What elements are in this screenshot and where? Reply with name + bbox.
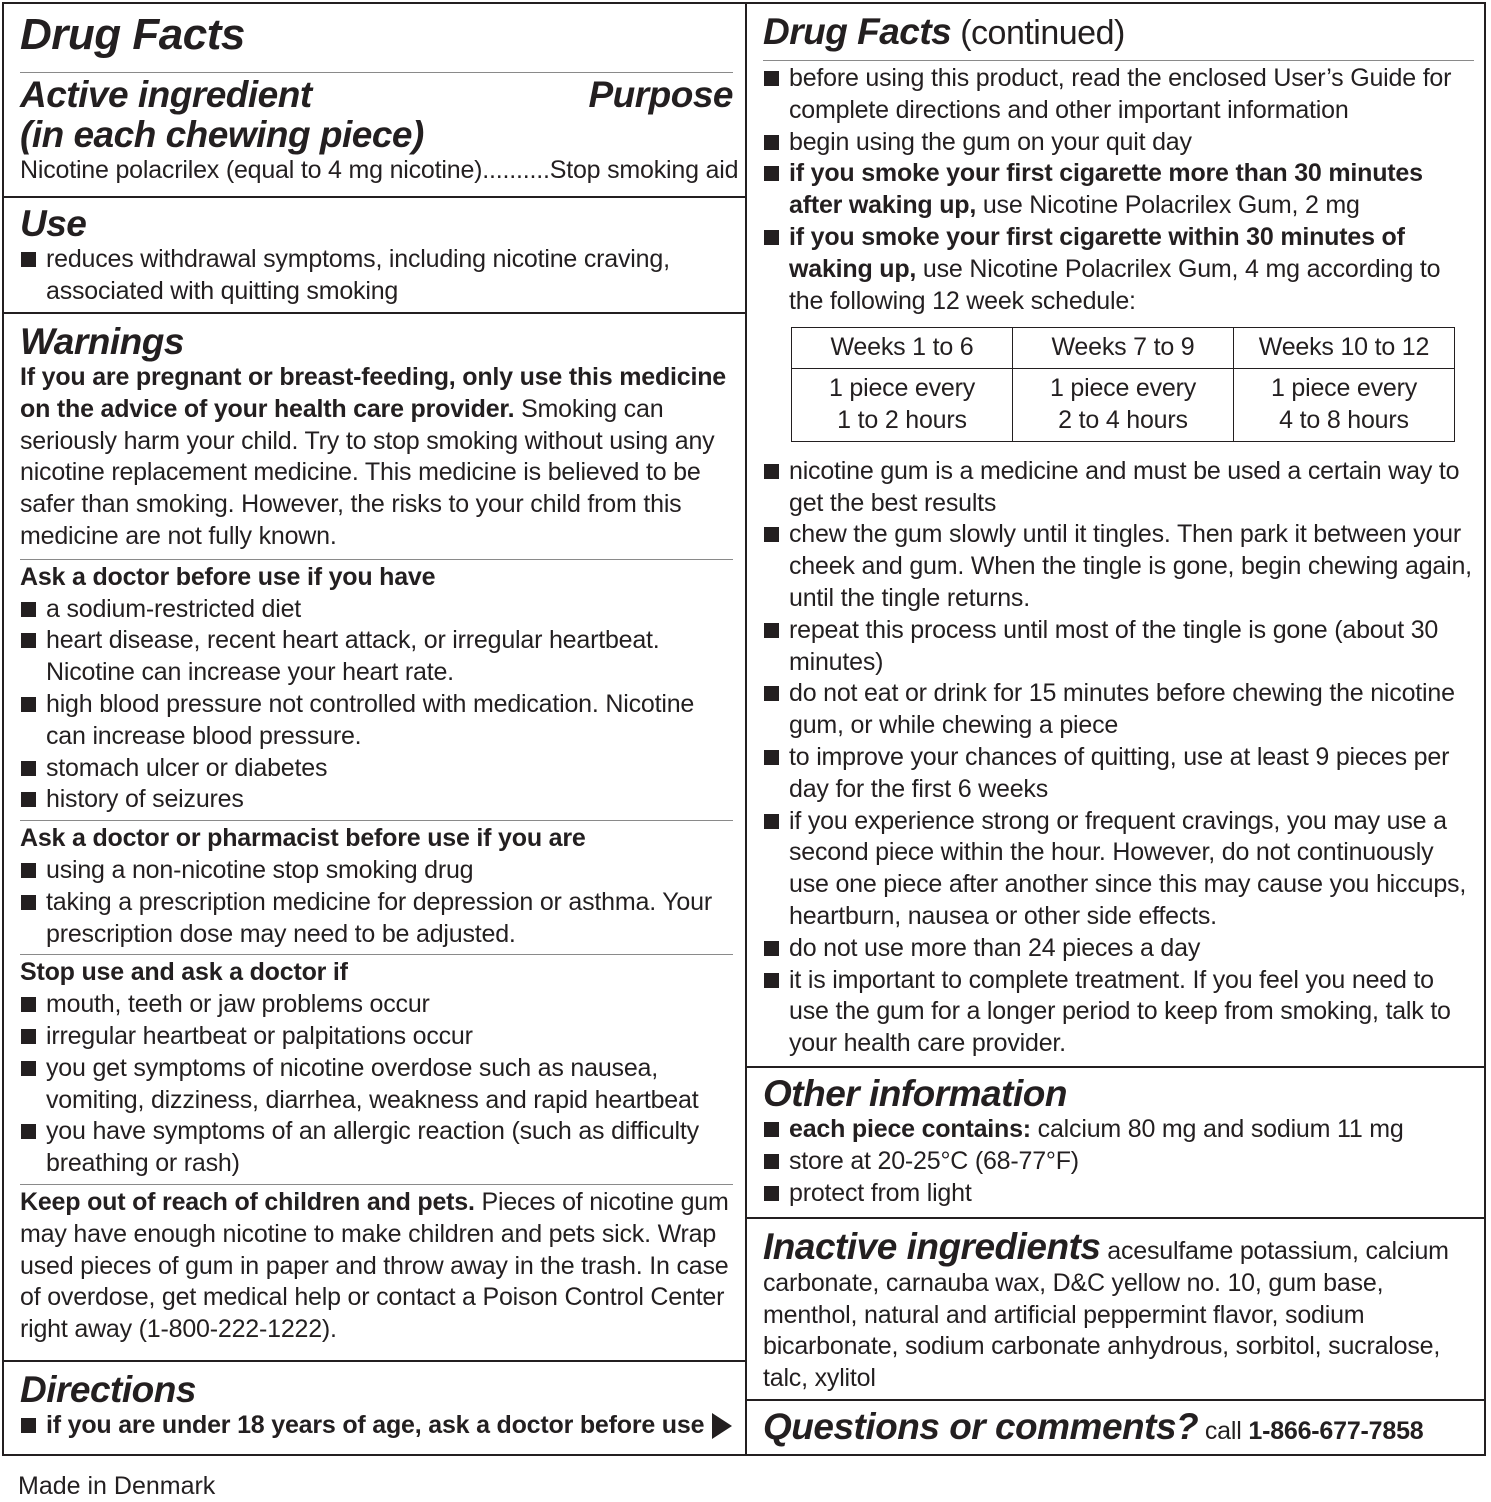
list-item: chew the gum slowly until it tingles. Then park it between your cheek and gum. When the tingle is gone, begin chewing again, until the tingle returns.	[763, 519, 1474, 614]
drug-facts-label	[2, 2, 1486, 1456]
table-cell	[1013, 369, 1234, 442]
ask-doctor-subsection	[20, 559, 733, 816]
list-item: heart disease, recent heart attack, or irregular heartbeat. Nicotine can increase your heart rate.	[20, 625, 733, 689]
table-row	[792, 369, 1455, 442]
table-header-cell: Weeks 1 to 6	[792, 328, 1013, 369]
list-item: mouth, teeth or jaw problems occur	[20, 989, 733, 1021]
table-cell-line: 1 piece every	[1049, 374, 1197, 403]
ask-pharmacist-heading: Ask a doctor or pharmacist before use if you are	[20, 824, 586, 853]
table-cell-line: 4 to 8 hours	[1279, 405, 1409, 434]
dosing-schedule-table	[791, 327, 1455, 441]
active-ingredient-section	[20, 72, 739, 187]
drug-facts-title: Drug Facts	[20, 10, 245, 59]
directions-heading: Directions	[20, 1369, 196, 1410]
list-item	[763, 1114, 1474, 1146]
list-item: you have symptoms of an allergic reaction (such as difficulty breathing or rash)	[20, 1116, 733, 1180]
pregnancy-warning	[20, 362, 733, 553]
list-item: store at 20-25°C (68-77°F)	[763, 1146, 1474, 1178]
questions-call-label: call	[1198, 1417, 1249, 1445]
table-cell-line: 1 to 2 hours	[837, 405, 967, 434]
list-item: it is important to complete treatment. If you feel you need to use the gum for a longer period to keep from smoking, talk to your health care provider.	[763, 965, 1474, 1060]
list-item	[763, 158, 1474, 222]
list-item-text: use Nicotine Polacrilex Gum, 2 mg	[976, 191, 1360, 220]
directions-continued-section	[763, 60, 1474, 1060]
drug-facts-continued-title	[763, 12, 1474, 53]
questions-heading: Questions or comments?	[763, 1406, 1199, 1447]
list-item: high blood pressure not controlled with medication. Nicotine can increase blood pressure.	[20, 689, 733, 753]
use-heading: Use	[20, 203, 87, 244]
inactive-ingredients-section	[747, 1217, 1486, 1395]
keep-out-of-reach-subsection	[20, 1184, 733, 1346]
active-ingredient-heading: Active ingredient	[20, 74, 312, 115]
pregnancy-warning-text: Smoking can seriously harm your child. Try to stop smoking without using any nicotine replacement medicine. This medicine is believed to be safer than smoking. However, the risks to your child from this medicine are not fully known.	[20, 394, 715, 550]
list-item: taking a prescription medicine for depression or asthma. Your prescription dose may need to be adjusted.	[20, 887, 733, 951]
list-item: you get symptoms of nicotine overdose such as nausea, vomiting, dizziness, diarrhea, weakness and rapid heartbeat	[20, 1053, 733, 1117]
list-item: repeat this process until most of the tingle is gone (about 30 minutes)	[763, 615, 1474, 679]
keep-out-of-reach-body: Pieces of nicotine gum may have enough nicotine to make children and pets sick. Wrap used pieces of gum in paper and throw away in the trash. In case of overdose, get medical help or contact a Poison Control Center right away (1-800-222-1222).	[20, 1187, 729, 1344]
table-cell-line: 1 piece every	[1270, 374, 1418, 403]
use-item: reduces withdrawal symptoms, including nicotine craving, associated with quitting smoking	[20, 244, 733, 308]
list-item: nicotine gum is a medicine and must be used a certain way to get the best results	[763, 456, 1474, 520]
table-row	[792, 328, 1455, 369]
directions-item-text: if you are under 18 years of age, ask a doctor before use	[46, 1411, 705, 1439]
made-in-label: Made in Denmark	[18, 1472, 216, 1500]
table-cell	[792, 369, 1013, 442]
active-ingredient-subheading: (in each chewing piece)	[20, 114, 424, 155]
list-item: protect from light	[763, 1178, 1474, 1210]
right-column	[747, 4, 1486, 1454]
purpose-heading: Purpose	[588, 74, 733, 115]
directions-item	[20, 1410, 733, 1442]
table-cell-line: 1 piece every	[828, 374, 976, 403]
list-item-text: use Nicotine Polacrilex Gum, 4 mg according to the following 12 week schedule:	[789, 254, 1441, 315]
list-item-bold: each piece contains:	[789, 1115, 1031, 1143]
drug-facts-continued-title-text: Drug Facts	[763, 11, 952, 52]
inactive-ingredients-text	[763, 1227, 1474, 1395]
list-item: do not use more than 24 pieces a day	[763, 933, 1474, 965]
inactive-ingredients-list: acesulfame potassium, calcium carbonate, carnauba wax, D&C yellow no. 10, gum base, menthol, natural and artificial peppermint flavor, sodium bicarbonate, sodium carbonate anhydrous, sorbitol, sucralose, talc, xylitol	[763, 1237, 1449, 1393]
questions-section	[747, 1399, 1486, 1448]
list-item: to improve your chances of quitting, use at least 9 pieces per day for the first 6 weeks	[763, 742, 1474, 806]
active-ingredient-line: Nicotine polacrilex (equal to 4 mg nicotine)..........Stop smoking aid	[20, 156, 739, 184]
other-information-heading: Other information	[763, 1073, 1067, 1114]
keep-out-of-reach-text	[20, 1187, 733, 1346]
keep-out-of-reach-bold: Keep out of reach of children and pets.	[20, 1187, 475, 1216]
stop-use-heading: Stop use and ask a doctor if	[20, 958, 348, 987]
directions-section	[4, 1360, 745, 1442]
ask-pharmacist-subsection	[20, 820, 733, 950]
stop-use-subsection	[20, 954, 733, 1180]
questions-line	[763, 1407, 1474, 1448]
questions-phone-number: 1-866-677-7858	[1248, 1417, 1424, 1445]
list-item-bold: if you smoke your first cigarette within 30 minutes of waking up,	[789, 222, 1405, 283]
drug-facts-continued-title-section	[747, 12, 1486, 53]
list-item: a sodium-restricted diet	[20, 594, 733, 626]
list-item	[763, 222, 1474, 317]
table-header-cell: Weeks 10 to 12	[1234, 328, 1455, 369]
continue-arrow-icon	[712, 1413, 732, 1439]
list-item-bold: if you smoke your first cigarette more than 30 minutes after waking up,	[789, 159, 1423, 220]
list-item: do not eat or drink for 15 minutes before chewing the nicotine gum, or while chewing a piece	[763, 678, 1474, 742]
list-item: begin using the gum on your quit day	[763, 127, 1474, 159]
continued-label: (continued)	[951, 14, 1125, 52]
ask-doctor-heading: Ask a doctor before use if you have	[20, 562, 436, 591]
use-section	[4, 196, 745, 308]
warnings-heading: Warnings	[20, 321, 184, 362]
table-cell	[1234, 369, 1455, 442]
warnings-section	[4, 312, 745, 1346]
pregnancy-warning-bold: If you are pregnant or breast-feeding, only use this medicine on the advice of your health care provider.	[20, 363, 727, 423]
other-information-section	[747, 1066, 1486, 1209]
list-item: irregular heartbeat or palpitations occur	[20, 1021, 733, 1053]
left-column	[4, 4, 747, 1454]
list-item: if you experience strong or frequent cravings, you may use a second piece within the hour. However, do not continuously use one piece after another since this may cause you hiccups, heartburn, nausea or other side effects.	[763, 806, 1474, 933]
list-item: before using this product, read the enclosed User’s Guide for complete directions and other important information	[763, 63, 1474, 127]
list-item: stomach ulcer or diabetes	[20, 753, 733, 785]
list-item: using a non-nicotine stop smoking drug	[20, 855, 733, 887]
list-item: history of seizures	[20, 784, 733, 816]
drug-facts-title-section	[4, 10, 745, 60]
table-header-cell: Weeks 7 to 9	[1013, 328, 1234, 369]
inactive-ingredients-heading: Inactive ingredients	[763, 1226, 1101, 1267]
list-item-text: calcium 80 mg and sodium 11 mg	[1030, 1115, 1404, 1143]
table-cell-line: 2 to 4 hours	[1058, 405, 1188, 434]
